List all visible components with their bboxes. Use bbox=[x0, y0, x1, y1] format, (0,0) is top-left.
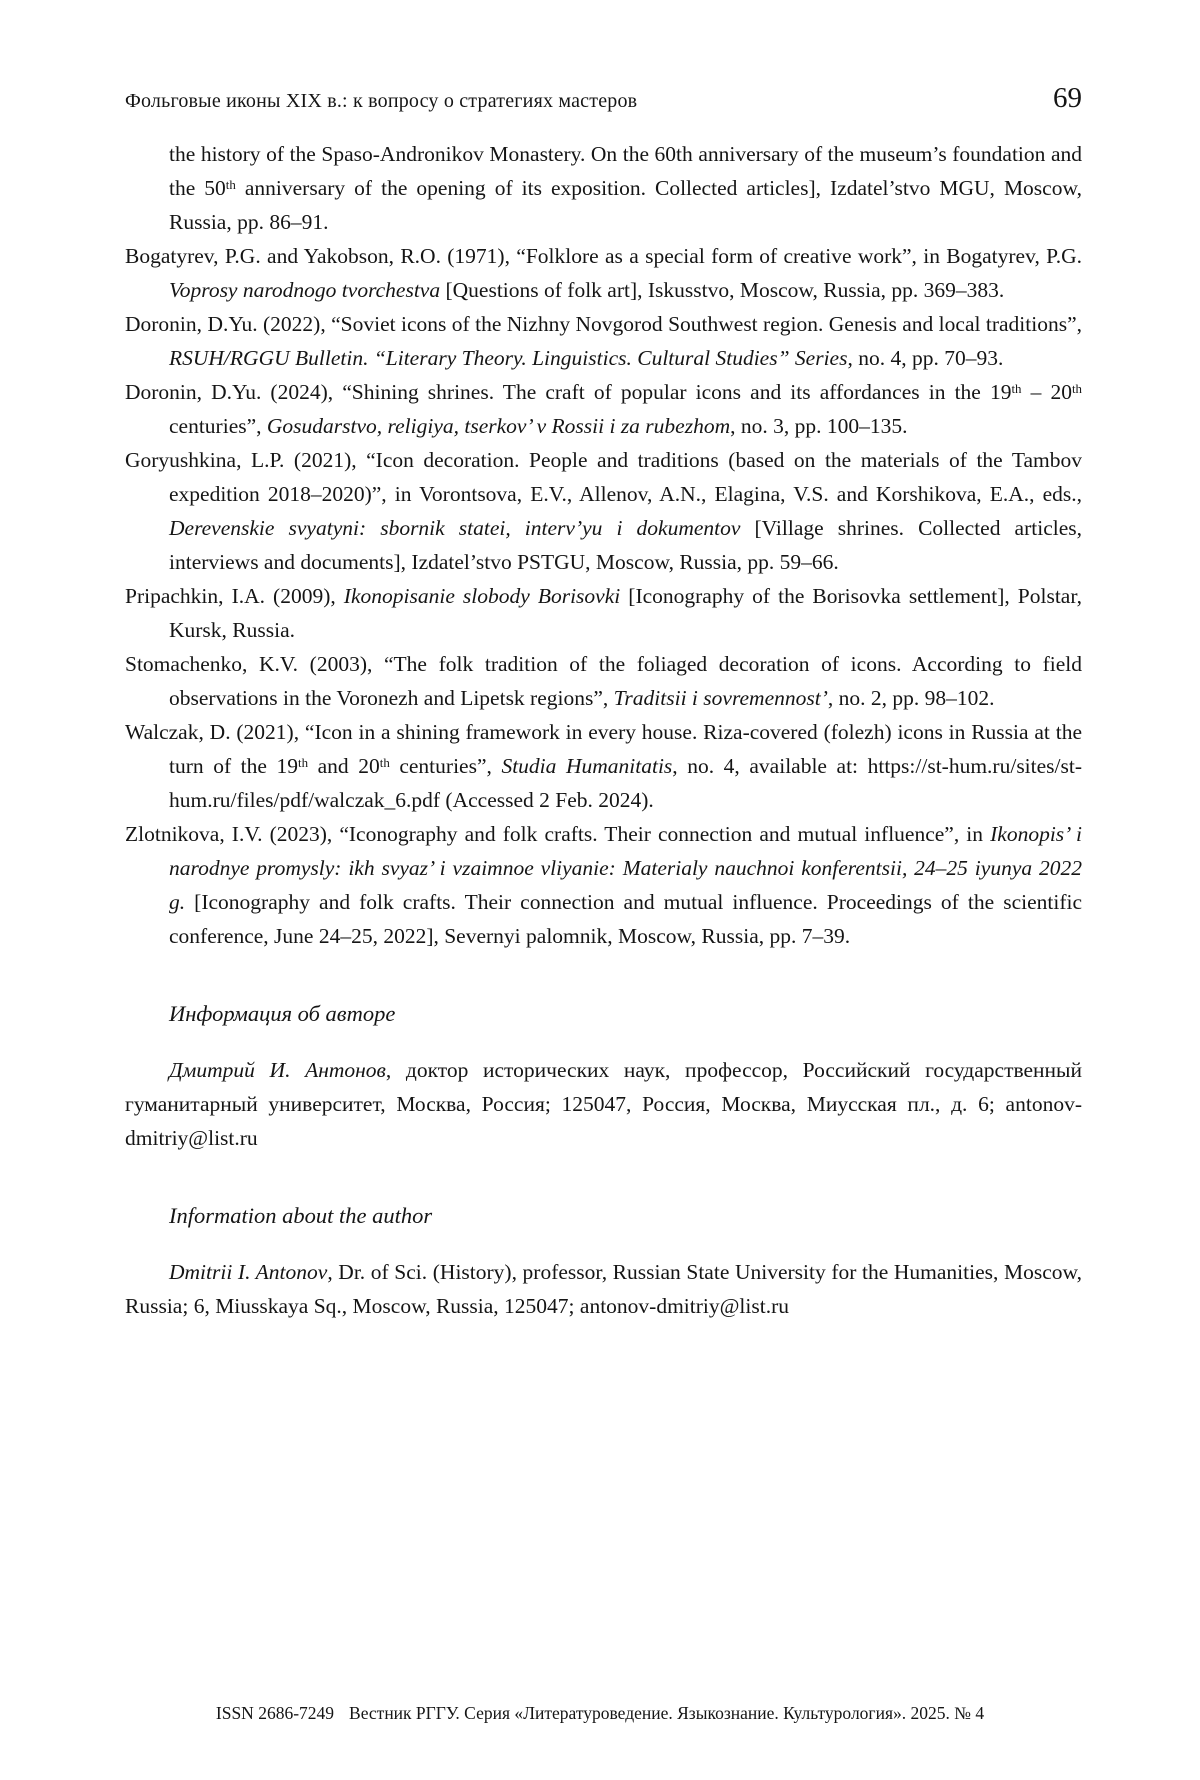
author-info-ru-heading: Информация об авторе bbox=[169, 1001, 396, 1026]
reference-entry: Bogatyrev, P.G. and Yakobson, R.O. (1971), “Folklore as a special form of creative work”, in Bogatyrev, P.G. Voprosy narodnogo tvorchestva [Questions of folk art], Iskusstvo, Moscow, Russia, pp. 369–383. bbox=[125, 244, 1082, 302]
author-info-en-paragraph: Dmitrii I. Antonov, Dr. of Sci. (History), professor, Russian State University for the Humanities, Moscow, Russia; 6, Miusskaya Sq., Moscow, Russia, 125047; antonov-dmitriy@list.ru bbox=[125, 1260, 1083, 1318]
page-header bbox=[125, 0, 1082, 115]
author-info-en-section bbox=[125, 1201, 1082, 1323]
footer-issn: ISSN 2686-7249 bbox=[215, 1703, 335, 1723]
reference-entry: Zlotnikova, I.V. (2023), “Iconography and folk crafts. Their connection and mutual influence”, in Ikonopis’ i narodnye promysly: ikh svyaz’ i vzaimnoe vliyanie: Materialy nauchnoi konferentsii, 24–25 iyunya 2022 g. [Iconography and folk crafts. Their connection and mutual influence. Proceedings of the scientific conference, June 24–25, 2022], Severnyi palomnik, Moscow, Russia, pp. 7–39. bbox=[125, 822, 1083, 948]
page-number: 69 bbox=[1053, 82, 1082, 114]
reference-entry: the history of the Spaso-Andronikov Monastery. On the 60th anniversary of the museum’s foundation and the 50th anniversary of the opening of its exposition. Collected articles], Izdatel’stvo MGU, Moscow, Russia, pp. 86–91. bbox=[169, 142, 1082, 234]
author-info-ru-section bbox=[125, 999, 1082, 1155]
reference-entry: Doronin, D.Yu. (2024), “Shining shrines. The craft of popular icons and its affordances in the 19th – 20th centuries”, Gosudarstvo, religiya, tserkov’ v Rossii i za rubezhom, no. 3, pp. 100–135. bbox=[125, 380, 1082, 438]
reference-entry: Walczak, D. (2021), “Icon in a shining framework in every house. Riza-covered (folezh) icons in Russia at the turn of the 19th and 20th centuries”, Studia Humanitatis, no. 4, available at: https://st-hum.ru/sites/st-hum.ru/files/pdf/walczak_6.pdf (Accessed 2 Feb. 2024). bbox=[125, 720, 1083, 812]
author-info-en-heading: Information about the author bbox=[169, 1203, 433, 1228]
reference-entry: Stomachenko, K.V. (2003), “The folk tradition of the foliaged decoration of icons. According to field observations in the Voronezh and Lipetsk regions”, Traditsii i sovremennost’, no. 2, pp. 98–102. bbox=[125, 652, 1082, 710]
running-title: Фольговые иконы XIX в.: к вопросу о стратегиях мастеров bbox=[125, 90, 638, 112]
reference-entry: Doronin, D.Yu. (2022), “Soviet icons of the Nizhny Novgorod Southwest region. Genesis and local traditions”, RSUH/RGGU Bulletin. “Literary Theory. Linguistics. Cultural Studies” Series, no. 4, pp. 70–93. bbox=[125, 312, 1082, 370]
reference-entry: Pripachkin, I.A. (2009), Ikonopisanie slobody Borisovki [Iconography of the Borisovka settlement], Polstar, Kursk, Russia. bbox=[125, 584, 1083, 642]
footer-journal-line: Вестник РГГУ. Серия «Литературоведение. Языкознание. Культурология». 2025. № 4 bbox=[349, 1703, 985, 1723]
page-footer bbox=[0, 1703, 1200, 1724]
page-content bbox=[125, 0, 1082, 1323]
references-list bbox=[125, 137, 1082, 953]
reference-entry: Goryushkina, L.P. (2021), “Icon decoration. People and traditions (based on the materials of the Tambov expedition 2018–2020)”, in Vorontsova, E.V., Allenov, A.N., Elagina, V.S. and Korshikova, E.A., eds., Derevenskie svyatyni: sbornik statei, interv’yu i dokumentov [Village shrines. Collected articles, interviews and documents], Izdatel’stvo PSTGU, Moscow, Russia, pp. 59–66. bbox=[125, 448, 1083, 574]
author-info-ru-paragraph: Дмитрий И. Антонов, доктор исторических наук, профессор, Российский государственный гуманитарный университет, Москва, Россия; 125047, Россия, Москва, Миусская пл., д. 6; antonov-dmitriy@list.ru bbox=[125, 1058, 1083, 1150]
